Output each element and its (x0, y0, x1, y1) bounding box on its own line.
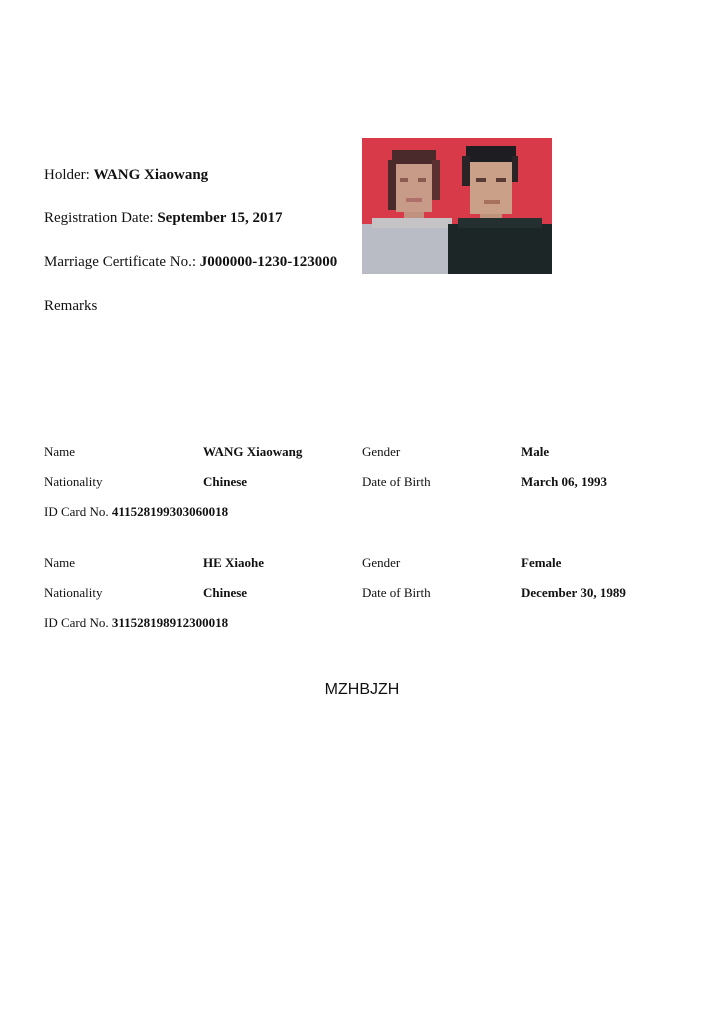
person1-dob-label: Date of Birth (362, 474, 431, 489)
person1-gender-label: Gender (362, 444, 401, 459)
certificate-number-line (44, 253, 337, 271)
person2-dob-value: December 30, 1989 (521, 585, 626, 600)
remarks-label: Remarks (44, 298, 98, 314)
person2-name-value: HE Xiaohe (203, 555, 265, 570)
person1-id-line (44, 504, 228, 520)
registration-value: September 15, 2017 (157, 210, 283, 226)
person2-nationality-value: Chinese (203, 585, 248, 600)
person2-id-value: 311528198912300018 (111, 615, 229, 630)
holder-label: Holder: (44, 167, 90, 183)
person2-dob-label: Date of Birth (362, 585, 431, 600)
certificate-number-value: J000000-1230-123000 (199, 254, 338, 270)
person2-name-label: Name (44, 555, 76, 570)
holder-line (44, 166, 208, 184)
person2-nationality-label: Nationality (44, 585, 103, 600)
person1-nationality-label: Nationality (44, 474, 103, 489)
certificate-number-label: Marriage Certificate No.: (44, 254, 197, 270)
person2-gender-label: Gender (362, 555, 401, 570)
person1-id-value: 411528199303060018 (111, 504, 229, 519)
person2-id-line (44, 615, 228, 631)
footer-code: MZHBJZH (324, 681, 400, 698)
registration-line (44, 209, 282, 227)
person2-id-label: ID Card No. (44, 615, 109, 630)
person1-gender-value: Male (521, 444, 550, 459)
couple-photo (362, 138, 552, 274)
person1-dob-value: March 06, 1993 (521, 474, 608, 489)
person1-name-label: Name (44, 444, 76, 459)
person2-gender-value: Female (521, 555, 562, 570)
holder-value: WANG Xiaowang (93, 167, 209, 183)
person1-name-value: WANG Xiaowang (203, 444, 303, 459)
person1-id-label: ID Card No. (44, 504, 109, 519)
registration-label: Registration Date: (44, 210, 154, 226)
person1-nationality-value: Chinese (203, 474, 248, 489)
